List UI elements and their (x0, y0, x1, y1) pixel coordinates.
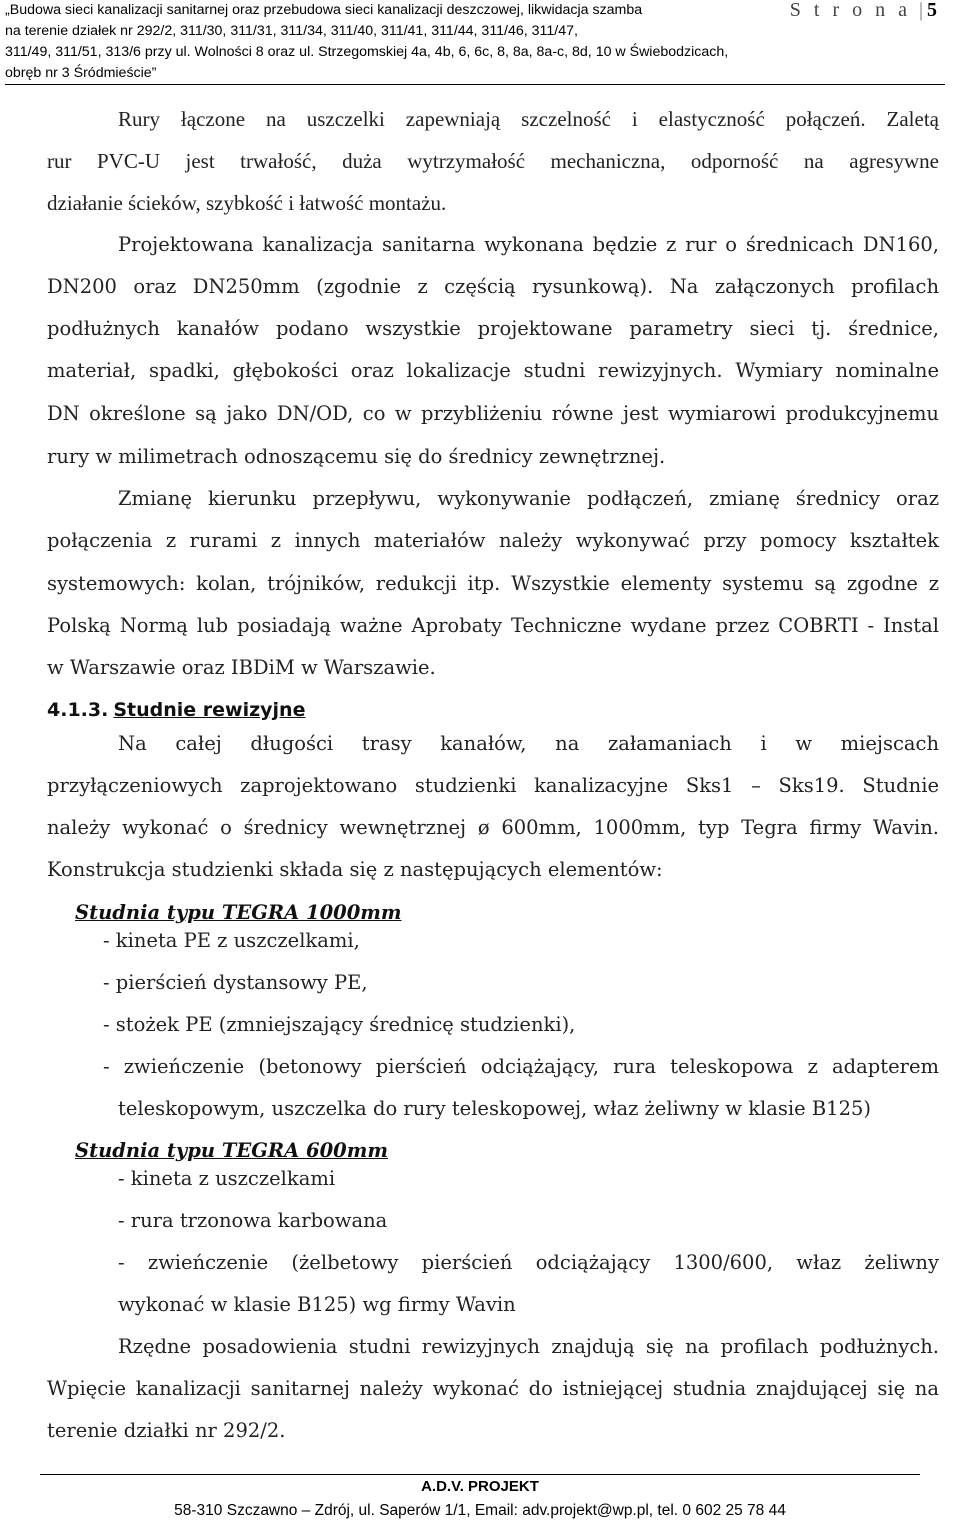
text-line: podłużnych kanałów podano wszystkie projektowane parametry sieci tj. średnice, (47, 317, 939, 340)
subsection-title: Studnia typu TEGRA 1000mm (75, 901, 402, 924)
text-line: w Warszawie oraz IBDiM w Warszawie. (47, 656, 436, 679)
text-line: Wpięcie kanalizacji sanitarnej należy wykonać do istniejącej studnia znajdującej się na (47, 1377, 939, 1400)
page-number: 5 (927, 0, 937, 21)
footer-rule (40, 1474, 920, 1475)
text-line: Polską Normą lub posiadają ważne Aprobaty Techniczne wydane przez COBRTI - Instal (47, 614, 939, 637)
text-line: Projektowana kanalizacja sanitarna wykonana będzie z rur o średnicach DN160, (118, 233, 939, 256)
text-line: rur PVC-U jest trwałość, duża wytrzymałość mechaniczna, odporność na agresywne (47, 149, 939, 173)
text-line: należy wykonać o średnicy wewnętrznej ø 600mm, 1000mm, typ Tegra firmy Wavin. (47, 816, 939, 839)
text-line: połączenia z rurami z innych materiałów należy wykonywać przy pomocy kształtek (47, 529, 939, 552)
list-item: - zwieńczenie (betonowy pierścień odciążający, rura teleskopowa z adapterem (103, 1055, 939, 1078)
section-title: Studnie rewizyjne (113, 699, 306, 721)
footer-contact: 58-310 Szczawno – Zdrój, ul. Saperów 1/1, Email: adv.projekt@wp.pl, tel. 0 602 25 78 44 (174, 1502, 786, 1519)
page-label: S t r o n a (789, 0, 911, 21)
text-line: DN200 oraz DN250mm (zgodnie z częścią rysunkową). Na załączonych profilach (47, 275, 939, 298)
text-line: Konstrukcja studzienki składa się z następujących elementów: (47, 858, 663, 881)
list-item: - zwieńczenie (żelbetowy pierścień odciążający 1300/600, właz żeliwny (118, 1251, 939, 1274)
text-line: rury w milimetrach odnoszącemu się do średnicy zewnętrznej. (47, 445, 666, 468)
list-item: - pierścień dystansowy PE, (103, 971, 368, 994)
header-line: na terenie działek nr 292/2, 311/30, 311/31, 311/34, 311/40, 311/41, 311/44, 311/46, 311/47, (5, 23, 578, 39)
text-line: Rury łączone na uszczelki zapewniają szczelność i elastyczność połączeń. Zaletą (118, 107, 939, 131)
list-item: - stożek PE (zmniejszający średnicę studzienki), (103, 1013, 576, 1036)
header-line: „Budowa sieci kanalizacji sanitarnej oraz przebudowa sieci kanalizacji deszczowej, likwidacja szamba (5, 2, 643, 18)
header-line: 311/49, 311/51, 313/6 przy ul. Wolności 8 oraz ul. Strzegomskiej 4a, 4b, 6, 6c, 8, 8a, 8a-c, 8d, 10 w Świebodzicach, (5, 44, 729, 60)
text-line: terenie działki nr 292/2. (47, 1419, 286, 1442)
text-line: systemowych: kolan, trójników, redukcji itp. Wszystkie elementy systemu są zgodne z (47, 572, 939, 595)
list-item-continuation: teleskopowym, uszczelka do rury teleskopowej, właz żeliwny w klasie B125) (118, 1097, 872, 1120)
text-line: Na całej długości trasy kanałów, na załamaniach i w miejscach (118, 732, 939, 755)
subsection-title: Studnia typu TEGRA 600mm (75, 1139, 388, 1162)
list-item: - kineta z uszczelkami (118, 1167, 336, 1190)
list-item-continuation: wykonać w klasie B125) wg firmy Wavin (118, 1293, 516, 1316)
header-project-title (5, 0, 785, 84)
text-line: DN określone są jako DN/OD, co w przybliżeniu równe jest wymiarowi produkcyjnemu (47, 402, 939, 425)
text-line: przyłączeniowych zaprojektowano studzienki kanalizacyjne Sks1 – Sks19. Studnie (47, 774, 939, 797)
list-item: - kineta PE z uszczelkami, (103, 929, 360, 952)
list-item: - rura trzonowa karbowana (118, 1209, 388, 1232)
header-line: obręb nr 3 Śródmieście” (5, 65, 157, 81)
section-number: 4.1.3. (47, 699, 109, 721)
footer-company: A.D.V. PROJEKT (421, 1478, 539, 1495)
page-separator: | (918, 0, 923, 21)
page-header (5, 0, 945, 85)
text-line: działanie ścieków, szybkość i łatwość montażu. (47, 191, 447, 215)
text-line: Rzędne posadowienia studni rewizyjnych znajdują się na profilach podłużnych. (118, 1335, 939, 1358)
text-line: Zmianę kierunku przepływu, wykonywanie podłączeń, zmianę średnicy oraz (118, 487, 939, 510)
text-line: materiał, spadki, głębokości oraz lokalizacje studni rewizyjnych. Wymiary nominalne (47, 359, 939, 382)
page-indicator (790, 0, 937, 21)
